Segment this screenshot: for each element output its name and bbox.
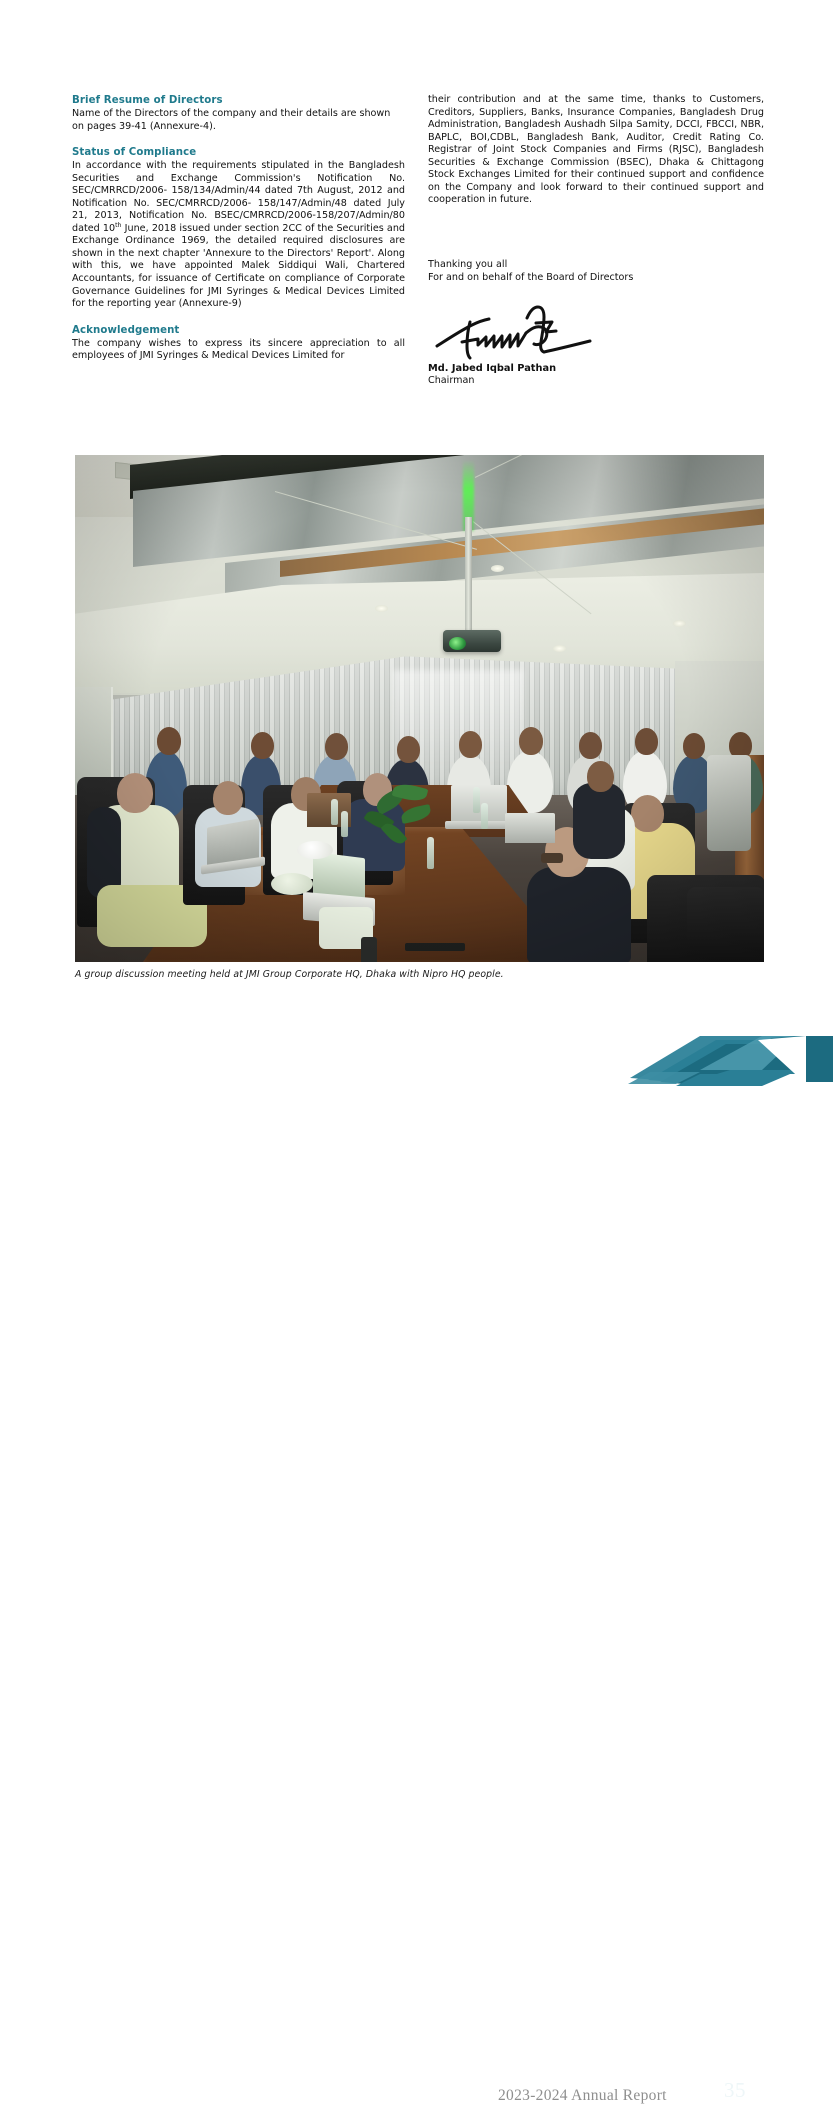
attendee-head bbox=[157, 727, 181, 755]
footer-ribbon-graphic bbox=[0, 1030, 833, 1116]
water-bottle bbox=[473, 787, 480, 813]
attendee-head bbox=[213, 781, 243, 815]
compliance-text-part-2: June, 2018 issued under section 2CC of the Securities and Exchange Ordinance 1969, the detailed required disclosures are shown in the next chapter 'Annexure to the Directors' Report'. Along with this, we have appointed Malek Siddiqui Wali, Chartered Accountants, for issuance of Certificate on compliance of Corporate Governance Guidelines for JMI Syringes & Medical Devices Limited for the reporting year (Annexure-9) bbox=[72, 222, 405, 310]
right-text-column bbox=[428, 94, 764, 207]
projector-lens bbox=[449, 637, 466, 650]
attendee-head bbox=[631, 795, 664, 832]
attendee-head bbox=[519, 727, 543, 755]
attendee-head bbox=[459, 731, 482, 758]
signatory-title: Chairman bbox=[428, 375, 475, 387]
section-body-acknowledgement: The company wishes to express its sincere appreciation to all employees of JMI Syringes & Medical Devices Limited for bbox=[72, 337, 405, 362]
left-text-column bbox=[72, 94, 405, 363]
pen bbox=[405, 943, 465, 951]
attendee-head bbox=[579, 732, 602, 759]
serving-plate bbox=[297, 841, 333, 859]
thanking-line: Thanking you all bbox=[428, 259, 508, 270]
section-body-brief-resume: Name of the Directors of the company and their details are shown on pages 39-41 (Annexure-4). bbox=[72, 108, 391, 132]
ordinal-suffix: th bbox=[115, 221, 122, 229]
signatory-name: Md. Jabed Iqbal Pathan bbox=[428, 363, 557, 375]
microphone-stand bbox=[361, 937, 377, 962]
attendee-head bbox=[251, 732, 274, 759]
eyeglasses bbox=[541, 853, 563, 863]
section-heading-status-of-compliance: Status of Compliance bbox=[72, 147, 197, 159]
attendee-head bbox=[683, 733, 705, 759]
office-chair bbox=[687, 887, 764, 962]
ceiling-downlight bbox=[553, 645, 566, 652]
attendee-foreground bbox=[527, 867, 631, 962]
footer-report-label: 2023-2024 Annual Report bbox=[498, 2087, 667, 2104]
on-behalf-line: For and on behalf of the Board of Directors bbox=[428, 272, 634, 284]
section-heading-acknowledgement: Acknowledgement bbox=[72, 324, 180, 336]
water-bottle bbox=[481, 803, 488, 829]
page-number: 35 bbox=[724, 2078, 746, 2102]
handwritten-signature-icon bbox=[434, 298, 609, 360]
projector-mount-rod bbox=[465, 517, 472, 635]
section-body-status-of-compliance bbox=[72, 160, 405, 311]
laptop-screen bbox=[505, 813, 555, 843]
attendee-head bbox=[117, 773, 153, 813]
acknowledgement-continuation: their contribution and at the same time, thanks to Customers, Creditors, Suppliers, Banks, Insurance Companies, Bangladesh Drug Administration, Bangladesh Aushadh Silpa Samity, DCCI, FBCCI, NBR, BAPLC, BOI,CDBL, Bangladesh Bank, Auditor, Credit Rating Co. Registrar of Joint Stock Companies and Firms (RJSC), Bangladesh Securities & Exchange Commission (BSEC), Dhaka & Chittagong Stock Exchanges Limited for their continued support and confidence on the Company and look forward to their continued support and cooperation in future. bbox=[428, 94, 764, 206]
meeting-photograph bbox=[75, 455, 764, 962]
attendee-head bbox=[325, 733, 348, 760]
laptop-base bbox=[445, 821, 511, 829]
section-heading-brief-resume: Brief Resume of Directors bbox=[72, 95, 223, 106]
photo-scene bbox=[75, 455, 764, 962]
compliance-text-part-1: In accordance with the requirements stipulated in the Bangladesh Securities and Exchange Commission's Notification No. SEC/CMRRCD/2006- 158/134/Admin/44 dated 7th August, 2012 and Notification No. SEC/CMRRCD/2006- 158/147/Admin/48 dated July 21, 2013, Notification No. BSEC/CMRRCD/2006-158/207/Admin/80 dated 10 bbox=[72, 160, 405, 234]
photo-caption: A group discussion meeting held at JMI Group Corporate HQ, Dhaka with Nipro HQ people. bbox=[75, 969, 504, 980]
page-footer bbox=[0, 1030, 833, 2104]
attendee-head bbox=[397, 736, 420, 763]
water-bottle bbox=[341, 811, 348, 837]
ceiling-downlight bbox=[375, 605, 388, 612]
attendee-head bbox=[635, 728, 658, 755]
attendee bbox=[573, 783, 625, 859]
ceiling-downlight bbox=[673, 620, 686, 627]
serving-bowl bbox=[271, 873, 313, 895]
equipment-cabinet bbox=[707, 755, 751, 851]
water-bottle bbox=[427, 837, 434, 869]
water-bottle bbox=[331, 799, 338, 825]
attendee-head bbox=[587, 761, 614, 792]
ceiling-downlight bbox=[491, 565, 504, 572]
closing-block bbox=[428, 258, 764, 388]
signature-image bbox=[434, 298, 764, 360]
